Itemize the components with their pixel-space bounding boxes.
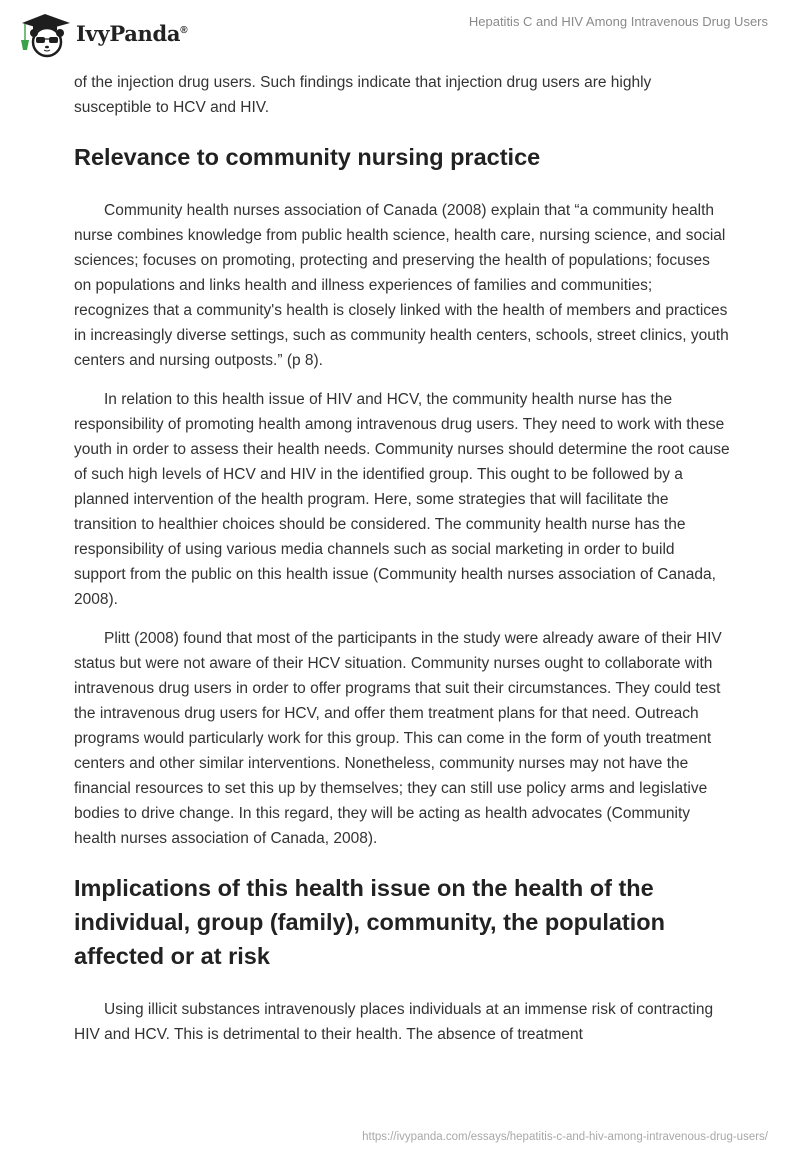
paragraph: Using illicit substances intravenously places individuals at an immense risk of contracting HIV and HCV. This is detrimental to their health. The absence of treatment (74, 1001, 714, 1043)
section-heading-implications: Implications of this health issue on the health of the individual, group (family), community, the population affected or at risk (74, 875, 665, 969)
brand-logo[interactable] (16, 8, 187, 58)
essay-content (74, 70, 730, 1061)
intro-paragraph: of the injection drug users. Such findings indicate that injection drug users are highly susceptible to HCV and HIV. (74, 74, 652, 116)
paragraph: Plitt (2008) found that most of the participants in the study were already aware of their HIV status but were not aware of their HCV situation. Community nurses ought to collaborate with intravenous drug users in order to offer programs that suit their circumstances. They could test the intravenous drug users for HCV, and offer them treatment plans for that need. Outreach programs would particularly work for this group. This can come in the form of youth treatment centers and other similar interventions. Nonetheless, community nurses may not have the financial resources to set this up by themselves; they can still use policy arms and legislative bodies to drive change. In this regard, they will be acting as health advocates (Community health nurses association of Canada, 2008). (74, 630, 722, 847)
section-heading-relevance: Relevance to community nursing practice (74, 144, 541, 170)
panda-graduate-icon (16, 8, 74, 58)
paragraph: In relation to this health issue of HIV and HCV, the community health nurse has the responsibility of promoting health among intravenous drug users. They need to work with these youth in order to assess their health needs. Community nurses should determine the root cause of such high levels of HCV and HIV in the identified group. This ought to be followed by a planned intervention of the health program. Here, some strategies that will facilitate the transition to healthier choices should be considered. The community health nurse has the responsibility of using various media channels such as social marketing in order to build support from the public on this health issue (Community health nurses association of Canada, 2008). (74, 391, 730, 608)
brand-name: IvyPanda® (76, 20, 188, 46)
registered-mark: ® (180, 24, 188, 36)
source-url-link[interactable]: https://ivypanda.com/essays/hepatitis-c-and-hiv-among-intravenous-drug-users/ (362, 1131, 768, 1143)
paragraph: Community health nurses association of Canada (2008) explain that “a community health nurse combines knowledge from public health science, health care, nursing science, and social sciences; focuses on promoting, protecting and preserving the health of populations; focuses on populations and links health and illness experiences of families and communities; recognizes that a community's health is closely linked with the health of members and practices in increasingly diverse settings, such as community health centers, schools, street clinics, youth centers and nursing outposts.” (p 8). (74, 202, 729, 369)
page-header (0, 0, 800, 62)
document-title: Hepatitis C and HIV Among Intravenous Drug Users (468, 14, 768, 29)
